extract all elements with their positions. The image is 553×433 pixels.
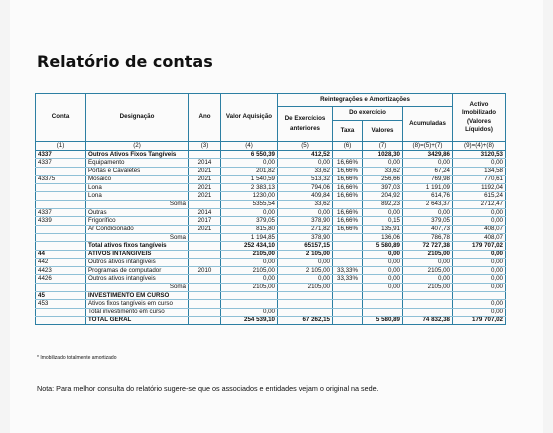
cell-valor-aquisicao: 2105,00 <box>221 267 278 275</box>
cell-taxa <box>333 233 363 241</box>
cell-acumuladas: 1 191,09 <box>403 184 453 192</box>
header-conta: Conta <box>36 94 86 142</box>
table-row <box>36 200 506 208</box>
header-designacao: Designação <box>86 94 189 142</box>
cell-acumuladas: 0,00 <box>403 159 453 167</box>
cell-ano: 2021 <box>189 175 221 183</box>
header-acumuladas: Acumuladas <box>403 107 453 142</box>
table-row <box>36 242 506 250</box>
cell-acumuladas: 0,00 <box>403 258 453 266</box>
cell-conta: 453 <box>36 300 86 308</box>
cell-valores: 0,00 <box>363 275 403 283</box>
cell-designacao: Soma <box>86 200 189 208</box>
cell-taxa: 16,66% <box>333 192 363 200</box>
cell-ano: 2021 <box>189 192 221 200</box>
table-row <box>36 217 506 225</box>
cell-valor-aquisicao: 0,00 <box>221 159 278 167</box>
cell-valores: 204,92 <box>363 192 403 200</box>
cell-taxa <box>333 292 363 300</box>
table-row <box>36 308 506 316</box>
cell-activo-imobilizado: 0,00 <box>453 283 506 291</box>
cell-valor-aquisicao: 379,05 <box>221 217 278 225</box>
table-row <box>36 167 506 175</box>
cell-valor-aquisicao: 0,00 <box>221 209 278 217</box>
cell-ano: 2014 <box>189 159 221 167</box>
cell-designacao: TOTAL GERAL <box>86 316 189 324</box>
cell-ano <box>189 233 221 241</box>
cell-designacao: Ativos fixos tangíveis em curso <box>86 300 189 308</box>
cell-conta <box>36 242 86 250</box>
cell-acumuladas: 786,78 <box>403 233 453 241</box>
accounts-table <box>35 93 506 325</box>
cell-taxa: 16,66% <box>333 217 363 225</box>
cell-conta <box>36 192 86 200</box>
cell-valor-aquisicao: 0,00 <box>221 275 278 283</box>
cell-activo-imobilizado: 0,00 <box>453 308 506 316</box>
cell-conta: 4423 <box>36 267 86 275</box>
cell-taxa <box>333 316 363 324</box>
cell-designacao: Outras <box>86 209 189 217</box>
cell-ano: 2021 <box>189 167 221 175</box>
cell-taxa: 16,66% <box>333 225 363 233</box>
cell-valores: 136,06 <box>363 233 403 241</box>
cell-ano: 2017 <box>189 217 221 225</box>
cell-valores: 892,23 <box>363 200 403 208</box>
cell-taxa: 16,66% <box>333 209 363 217</box>
cell-acumuladas: 0,00 <box>403 275 453 283</box>
cell-designacao: Frigorífico <box>86 217 189 225</box>
cell-designacao: Outros ativos intangíveis <box>86 258 189 266</box>
cell-ano: 2014 <box>189 209 221 217</box>
cell-ano: 2010 <box>189 267 221 275</box>
cell-acumuladas: 379,05 <box>403 217 453 225</box>
cell-ano <box>189 292 221 300</box>
cell-valor-aquisicao: 2 383,13 <box>221 184 278 192</box>
cell-acumuladas: 407,73 <box>403 225 453 233</box>
col-index: (1) <box>36 142 86 151</box>
cell-designacao: Portas e Cavaletes <box>86 167 189 175</box>
cell-activo-imobilizado: 0,00 <box>453 159 506 167</box>
cell-exercicios-anteriores: 33,62 <box>278 167 333 175</box>
cell-exercicios-anteriores: 378,90 <box>278 233 333 241</box>
table-row <box>36 267 506 275</box>
table-row <box>36 300 506 308</box>
cell-valores: 0,15 <box>363 217 403 225</box>
cell-activo-imobilizado <box>453 292 506 300</box>
cell-valor-aquisicao: 252 434,10 <box>221 242 278 250</box>
cell-conta <box>36 200 86 208</box>
cell-designacao: Soma <box>86 283 189 291</box>
page-title: Relatório de contas <box>37 52 213 71</box>
col-index: (3) <box>189 142 221 151</box>
cell-ano: 2021 <box>189 184 221 192</box>
cell-valor-aquisicao: 0,00 <box>221 258 278 266</box>
cell-designacao: Programas de computador <box>86 267 189 275</box>
cell-activo-imobilizado: 134,58 <box>453 167 506 175</box>
cell-taxa <box>333 151 363 159</box>
cell-acumuladas: 3429,86 <box>403 151 453 159</box>
cell-ano <box>189 300 221 308</box>
cell-conta <box>36 316 86 324</box>
table-row <box>36 233 506 241</box>
cell-conta <box>36 184 86 192</box>
header-exercicios-anteriores: De Exercícios anteriores <box>278 107 333 142</box>
cell-exercicios-anteriores: 2 105,00 <box>278 250 333 258</box>
consultation-note: Nota: Para melhor consulta do relatório sugere-se que os associados e entidades vejam o original na sede. <box>37 384 379 393</box>
cell-valor-aquisicao: 0,00 <box>221 308 278 316</box>
table-body <box>36 151 506 325</box>
col-index: (2) <box>86 142 189 151</box>
cell-exercicios-anteriores: 65157,15 <box>278 242 333 250</box>
table-row <box>36 275 506 283</box>
cell-acumuladas: 2105,00 <box>403 267 453 275</box>
cell-exercicios-anteriores: 0,00 <box>278 258 333 266</box>
cell-conta: 4337 <box>36 159 86 167</box>
cell-designacao: Total investimento em curso <box>86 308 189 316</box>
cell-ano <box>189 275 221 283</box>
cell-exercicios-anteriores: 409,84 <box>278 192 333 200</box>
cell-exercicios-anteriores: 0,00 <box>278 209 333 217</box>
cell-activo-imobilizado: 179 707,02 <box>453 242 506 250</box>
cell-designacao: Lona <box>86 192 189 200</box>
cell-activo-imobilizado: 0,00 <box>453 217 506 225</box>
cell-taxa <box>333 200 363 208</box>
cell-valor-aquisicao <box>221 300 278 308</box>
cell-acumuladas: 2105,00 <box>403 283 453 291</box>
cell-designacao: Soma <box>86 233 189 241</box>
cell-exercicios-anteriores: 0,00 <box>278 159 333 167</box>
cell-activo-imobilizado: 615,24 <box>453 192 506 200</box>
cell-valor-aquisicao: 201,82 <box>221 167 278 175</box>
header-do-exercicio: Do exercício <box>333 107 403 121</box>
table-row <box>36 292 506 300</box>
cell-valores: 0,00 <box>363 209 403 217</box>
col-index: (7) <box>363 142 403 151</box>
cell-valor-aquisicao <box>221 292 278 300</box>
cell-taxa: 16,66% <box>333 184 363 192</box>
header-reintegracoes: Reintegrações e Amortizações <box>278 94 453 107</box>
header-ano: Ano <box>189 94 221 142</box>
cell-designacao: INVESTIMENTO EM CURSO <box>86 292 189 300</box>
cell-conta: 44 <box>36 250 86 258</box>
cell-acumuladas: 72 727,38 <box>403 242 453 250</box>
cell-acumuladas: 769,98 <box>403 175 453 183</box>
table-row <box>36 283 506 291</box>
cell-activo-imobilizado: 2712,47 <box>453 200 506 208</box>
cell-valor-aquisicao: 2105,00 <box>221 250 278 258</box>
cell-taxa <box>333 258 363 266</box>
col-index: (5) <box>278 142 333 151</box>
cell-ano <box>189 242 221 250</box>
cell-taxa <box>333 308 363 316</box>
cell-taxa <box>333 300 363 308</box>
cell-valores <box>363 292 403 300</box>
cell-acumuladas <box>403 308 453 316</box>
cell-activo-imobilizado: 770,61 <box>453 175 506 183</box>
cell-activo-imobilizado: 3120,53 <box>453 151 506 159</box>
cell-conta <box>36 233 86 241</box>
table-row <box>36 151 506 159</box>
cell-valores: 0,00 <box>363 159 403 167</box>
cell-valor-aquisicao: 815,80 <box>221 225 278 233</box>
cell-acumuladas: 2105,00 <box>403 250 453 258</box>
cell-conta <box>36 308 86 316</box>
table-row <box>36 184 506 192</box>
cell-valores: 5 580,89 <box>363 242 403 250</box>
cell-valores: 5 580,89 <box>363 316 403 324</box>
cell-acumuladas <box>403 300 453 308</box>
col-index: (8)=(5)+(7) <box>403 142 453 151</box>
cell-taxa <box>333 250 363 258</box>
cell-activo-imobilizado: 0,00 <box>453 258 506 266</box>
table-row <box>36 250 506 258</box>
cell-activo-imobilizado: 0,00 <box>453 300 506 308</box>
cell-ano: 2021 <box>189 225 221 233</box>
cell-conta: 43375 <box>36 175 86 183</box>
cell-valores: 33,62 <box>363 167 403 175</box>
table-row <box>36 209 506 217</box>
table-row <box>36 175 506 183</box>
cell-exercicios-anteriores <box>278 308 333 316</box>
cell-exercicios-anteriores: 2105,00 <box>278 283 333 291</box>
table-row <box>36 258 506 266</box>
cell-valores: 397,03 <box>363 184 403 192</box>
cell-taxa <box>333 283 363 291</box>
cell-valor-aquisicao: 6 550,39 <box>221 151 278 159</box>
cell-activo-imobilizado: 179 707,02 <box>453 316 506 324</box>
cell-valores: 0,00 <box>363 267 403 275</box>
cell-taxa: 16,66% <box>333 159 363 167</box>
cell-valores <box>363 300 403 308</box>
cell-conta: 4337 <box>36 151 86 159</box>
cell-valores <box>363 308 403 316</box>
cell-valor-aquisicao: 1230,00 <box>221 192 278 200</box>
cell-designacao: Outros Ativos Fixos Tangíveis <box>86 151 189 159</box>
col-index: (6) <box>333 142 363 151</box>
cell-valor-aquisicao: 5355,54 <box>221 200 278 208</box>
cell-activo-imobilizado: 0,00 <box>453 209 506 217</box>
col-index: (4) <box>221 142 278 151</box>
header-activo-imobilizado: Activo Imobilizado (Valores Líquidos) <box>453 94 506 142</box>
cell-ano <box>189 308 221 316</box>
table-row <box>36 159 506 167</box>
cell-ano <box>189 316 221 324</box>
cell-conta: 442 <box>36 258 86 266</box>
cell-taxa: 16,66% <box>333 167 363 175</box>
cell-exercicios-anteriores: 271,82 <box>278 225 333 233</box>
cell-taxa <box>333 242 363 250</box>
cell-ano <box>189 283 221 291</box>
footnote: * Imobilizado totalmente amortizado <box>37 355 117 361</box>
cell-designacao: ATIVOS INTANGÍVEIS <box>86 250 189 258</box>
cell-conta: 4337 <box>36 209 86 217</box>
cell-designacao: Mosaico <box>86 175 189 183</box>
cell-acumuladas <box>403 292 453 300</box>
cell-activo-imobilizado: 0,00 <box>453 275 506 283</box>
cell-conta <box>36 167 86 175</box>
cell-ano <box>189 250 221 258</box>
cell-designacao: Ar Condicionado <box>86 225 189 233</box>
cell-exercicios-anteriores <box>278 300 333 308</box>
cell-designacao: Outros ativos intangíveis <box>86 275 189 283</box>
cell-exercicios-anteriores: 0,00 <box>278 275 333 283</box>
cell-conta: 45 <box>36 292 86 300</box>
cell-acumuladas: 2 643,37 <box>403 200 453 208</box>
cell-designacao: Total ativos fixos tangíveis <box>86 242 189 250</box>
cell-valores: 0,00 <box>363 250 403 258</box>
table-row <box>36 316 506 324</box>
cell-exercicios-anteriores: 67 262,15 <box>278 316 333 324</box>
cell-taxa: 16,66% <box>333 175 363 183</box>
cell-activo-imobilizado: 1192,04 <box>453 184 506 192</box>
col-index: (9)=(4)+(8) <box>453 142 506 151</box>
cell-taxa: 33,33% <box>333 275 363 283</box>
cell-exercicios-anteriores <box>278 292 333 300</box>
header-taxa: Taxa <box>333 121 363 142</box>
cell-exercicios-anteriores: 513,32 <box>278 175 333 183</box>
cell-designacao: Equipamento <box>86 159 189 167</box>
cell-conta: 4426 <box>36 275 86 283</box>
cell-activo-imobilizado: 0,00 <box>453 250 506 258</box>
cell-taxa: 33,33% <box>333 267 363 275</box>
table-row <box>36 192 506 200</box>
cell-ano <box>189 200 221 208</box>
cell-activo-imobilizado: 408,07 <box>453 225 506 233</box>
table-row <box>36 225 506 233</box>
cell-valores: 0,00 <box>363 283 403 291</box>
cell-valores: 135,91 <box>363 225 403 233</box>
cell-valor-aquisicao: 1 540,59 <box>221 175 278 183</box>
cell-valores: 1028,30 <box>363 151 403 159</box>
cell-valor-aquisicao: 254 539,10 <box>221 316 278 324</box>
cell-conta <box>36 225 86 233</box>
cell-designacao: Lona <box>86 184 189 192</box>
cell-ano <box>189 151 221 159</box>
column-index-row <box>36 142 506 151</box>
cell-exercicios-anteriores: 412,52 <box>278 151 333 159</box>
cell-acumuladas: 0,00 <box>403 209 453 217</box>
cell-activo-imobilizado: 0,00 <box>453 267 506 275</box>
header-valor-aquisicao: Valor Aquisição <box>221 94 278 142</box>
cell-conta <box>36 283 86 291</box>
cell-valores: 0,00 <box>363 258 403 266</box>
cell-valores: 256,66 <box>363 175 403 183</box>
cell-acumuladas: 614,76 <box>403 192 453 200</box>
cell-exercicios-anteriores: 378,90 <box>278 217 333 225</box>
cell-exercicios-anteriores: 33,62 <box>278 200 333 208</box>
header-valores: Valores <box>363 121 403 142</box>
cell-acumuladas: 67,24 <box>403 167 453 175</box>
cell-activo-imobilizado: 408,07 <box>453 233 506 241</box>
cell-conta: 4339 <box>36 217 86 225</box>
cell-valor-aquisicao: 2105,00 <box>221 283 278 291</box>
cell-exercicios-anteriores: 2 105,00 <box>278 267 333 275</box>
cell-ano <box>189 258 221 266</box>
cell-exercicios-anteriores: 794,06 <box>278 184 333 192</box>
cell-valor-aquisicao: 1 194,85 <box>221 233 278 241</box>
cell-acumuladas: 74 832,38 <box>403 316 453 324</box>
